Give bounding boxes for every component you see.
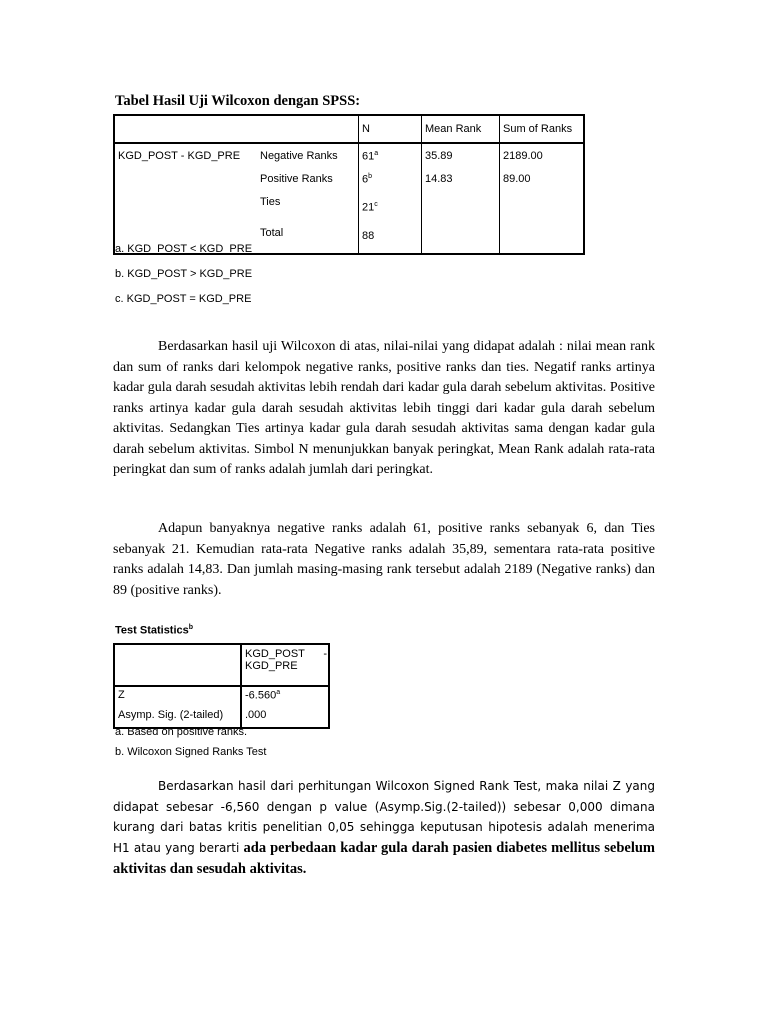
- table-row: [114, 196, 584, 224]
- table-row: [114, 173, 584, 196]
- test-footnote-a: a. Based on positive ranks.: [115, 726, 248, 738]
- conclusion-bold: ada perbedaan kadar gula darah pasien diabetes mellitus sebelum aktivitas dan sesudah aktivitas.: [113, 839, 655, 877]
- row-label-empty: [114, 196, 257, 224]
- rank-n: 21$^c$: [359, 196, 422, 224]
- rank-sum: 2189.00: [500, 143, 585, 173]
- row-label-empty: [114, 173, 257, 196]
- stat-value: .000: [241, 707, 329, 728]
- rank-sum: [500, 196, 585, 224]
- header-mean-rank: Mean Rank: [422, 115, 500, 143]
- stat-label: Asymp. Sig. (2-tailed): [118, 709, 224, 721]
- paragraph-3: Berdasarkan hasil dari perhitungan Wilcoxon Signed Rank Test, maka nilai Z yang didapat sebesar -6,560 dengan p value (Asymp.Sig.(2-tailed)) sebesar 0,000 dimana kurang dari batas kritis penelitian 0,05 sehingga keputusan hipotesis adalah menerima H1 atau yang berarti ada perbedaan kadar gula darah pasien diabetes mellitus sebelum aktivitas dan sesudah aktivitas.: [113, 779, 655, 877]
- rank-type: Total: [260, 227, 284, 239]
- ranks-table: [113, 114, 585, 255]
- test-footnote-b: b. Wilcoxon Signed Ranks Test: [115, 746, 267, 758]
- footnote-a: a. KGD_POST < KGD_PRE: [115, 243, 253, 255]
- rank-mean: [422, 224, 500, 254]
- footnote-c: c. KGD_POST = KGD_PRE: [115, 293, 252, 305]
- ranks-table-header: [114, 115, 584, 143]
- test-statistics-title: Test Statistics$^b$: [115, 624, 194, 637]
- header-cell-empty-2: [257, 115, 359, 143]
- header-cell-empty: [114, 644, 241, 686]
- table-title: Tabel Hasil Uji Wilcoxon dengan SPSS:: [115, 93, 361, 109]
- rank-n: 61$^a$: [359, 143, 422, 173]
- paragraph-2: Adapun banyaknya negative ranks adalah 61, positive ranks sebanyak 6, dan Ties sebanyak 21. Kemudian rata-rata Negative ranks adalah 35,89, sementara rata-rata positive ranks adalah 14,83. Dan jumlah masing-masing rank tersebut adalah 2189 (Negative ranks) dan 89 (positive ranks).: [113, 521, 655, 598]
- rank-sum: [500, 224, 585, 254]
- rank-n: 88: [359, 224, 422, 254]
- footnote-b: b. KGD_POST > KGD_PRE: [115, 268, 253, 280]
- table-row: [114, 686, 329, 707]
- rank-type: Negative Ranks: [260, 150, 338, 162]
- header-n: N: [359, 115, 422, 143]
- header-line-1: KGD_POST: [245, 648, 305, 660]
- table-row: [114, 707, 329, 728]
- rank-sum: 89.00: [500, 173, 585, 196]
- rank-mean: [422, 196, 500, 224]
- rank-mean: 35.89: [422, 143, 500, 173]
- header-line-2: KGD_PRE: [245, 660, 298, 672]
- test-statistics-table: [113, 643, 330, 729]
- header-kgd: [241, 644, 329, 686]
- rank-type: Ties: [260, 196, 281, 208]
- table-row: [114, 143, 584, 173]
- rank-mean: 14.83: [422, 173, 500, 196]
- header-sum-of-ranks: Sum of Ranks: [500, 115, 585, 143]
- stat-label: Z: [118, 689, 125, 701]
- stat-value: -6.560$^a$: [241, 686, 329, 707]
- header-dash: -: [323, 648, 327, 660]
- test-stats-header: [114, 644, 329, 686]
- rank-type: Positive Ranks: [260, 173, 333, 185]
- paragraph-1: Berdasarkan hasil uji Wilcoxon di atas, nilai-nilai yang didapat adalah : nilai mean rank dan sum of ranks dari kelompok negative ranks, positive ranks dan ties. Negatif ranks artinya kadar gula darah sesudah aktivitas lebih rendah dari kadar gula darah sebelum aktivitas. Positive ranks artinya kadar gula darah sesudah aktivitas lebih tinggi dari kadar gula darah sebelum aktivitas. Sedangkan Ties artinya kadar gula darah sesudah aktivitas sama dengan kadar gula darah sebelum aktivitas. Simbol N menunjukkan banyak peringkat, Mean Rank adalah rata-rata peringkat dan sum of ranks adalah jumlah dari peringkat.: [113, 339, 655, 477]
- header-cell-empty-1: [114, 115, 257, 143]
- rank-n: 6$^b$: [359, 173, 422, 196]
- row-label: KGD_POST - KGD_PRE: [118, 150, 241, 162]
